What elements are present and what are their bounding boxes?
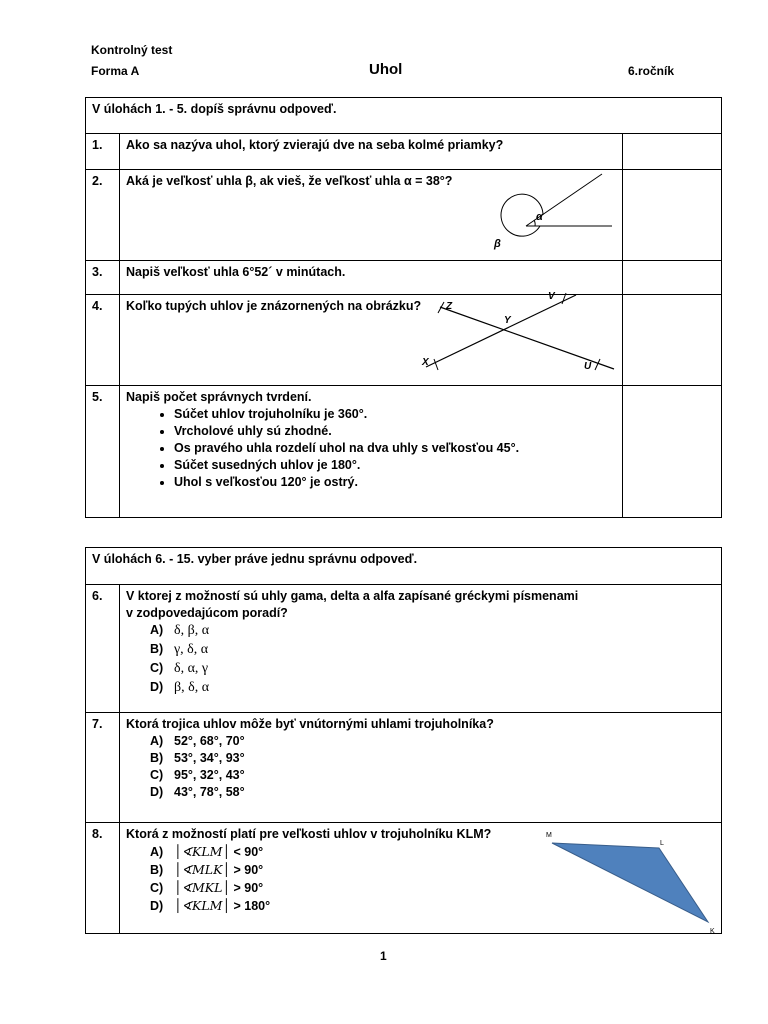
option-text: γ, δ, α <box>174 642 209 657</box>
option-c[interactable] <box>150 661 715 677</box>
option-label: C) <box>150 881 164 895</box>
option-label: B) <box>150 863 164 877</box>
option-label: A) <box>150 623 164 637</box>
question-row-2 <box>86 170 722 261</box>
option-text: δ, α, γ <box>174 661 209 676</box>
question-row-1 <box>86 134 722 170</box>
answer-cell[interactable] <box>623 295 722 386</box>
page-title: Uhol <box>369 61 403 78</box>
option-label: C) <box>150 661 164 675</box>
question-number: 1. <box>86 134 120 170</box>
question-row-5 <box>86 386 722 518</box>
test-type: Kontrolný test <box>91 43 173 57</box>
label-y: Y <box>504 315 511 326</box>
option-text: 43°, 78°, 58° <box>174 785 245 799</box>
statement-item: • Uhol s veľkosťou 120° je ostrý. <box>174 475 616 489</box>
option-a[interactable]: A) │∢KLM│ < 90° <box>150 844 264 859</box>
question-row-6 <box>86 585 722 713</box>
option-label: B) <box>150 642 164 656</box>
question-row-3 <box>86 261 722 295</box>
question-number: 3. <box>86 261 120 295</box>
answer-cell[interactable] <box>623 386 722 518</box>
option-angle: ∢KLM <box>181 844 223 859</box>
question-cell <box>120 823 722 934</box>
question-cell <box>120 291 623 386</box>
label-v: V <box>548 291 555 302</box>
intersecting-lines-figure <box>416 289 616 375</box>
statement-item: • Vrcholové uhly sú zhodné. <box>174 424 616 438</box>
question-text: Napiš počet správnych tvrdení. <box>126 390 312 404</box>
page-number: 1 <box>380 949 387 963</box>
question-cell <box>120 386 623 518</box>
option-label: D) <box>150 899 164 913</box>
beta-label: β <box>494 238 501 250</box>
option-label: B) <box>150 751 164 765</box>
grade-label: 6.ročník <box>628 64 675 78</box>
question-number: 6. <box>86 585 120 713</box>
statement-item: • Súčet uhlov trojuholníku je 360°. <box>174 407 616 421</box>
option-label: C) <box>150 768 164 782</box>
question-text: Napiš veľkosť uhla 6°52´ v minútach. <box>120 261 623 295</box>
form-label: Forma A <box>91 64 140 78</box>
question-cell <box>120 713 722 823</box>
question-text: Ktorá trojica uhlov môže byť vnútornými uhlami trojuholníka? <box>126 717 494 731</box>
option-b[interactable] <box>150 751 715 765</box>
question-text: Koľko tupých uhlov je znázornených na obrázku? <box>126 299 422 313</box>
option-d[interactable]: D) │∢KLM│ > 180° <box>150 898 271 913</box>
answer-cell[interactable] <box>623 134 722 170</box>
option-a[interactable] <box>150 623 715 639</box>
question-number: 5. <box>86 386 120 518</box>
question-text: V ktorej z možností sú uhly gama, delta a alfa zapísané gréckymi písmenami <box>126 589 579 603</box>
question-row-7 <box>86 713 722 823</box>
option-label: D) <box>150 680 164 694</box>
option-text: 53°, 34°, 93° <box>174 751 245 765</box>
option-c[interactable] <box>150 768 715 782</box>
option-list <box>150 734 715 799</box>
option-text: < 90° <box>233 845 264 859</box>
option-a[interactable] <box>150 734 715 748</box>
option-d[interactable] <box>150 680 715 696</box>
vertex-l-label: L <box>660 840 664 847</box>
option-angle: ∢MLK <box>181 862 223 877</box>
option-label: D) <box>150 785 164 799</box>
option-angle: ∢KLM <box>181 898 223 913</box>
option-text: > 90° <box>233 881 264 895</box>
question-text: Aká je veľkosť uhla β, ak vieš, že veľkosť uhla α = 38°? <box>126 174 453 188</box>
option-text: > 180° <box>233 899 271 913</box>
option-b[interactable]: B) │∢MLK│ > 90° <box>150 862 264 877</box>
question-number: 2. <box>86 170 120 261</box>
section2-table <box>85 547 722 934</box>
section1-instruction: V úlohách 1. - 5. dopíš správnu odpoveď. <box>86 98 722 134</box>
option-b[interactable] <box>150 642 715 658</box>
question-cell <box>120 170 623 261</box>
question-row-8 <box>86 823 722 934</box>
label-u: U <box>584 361 592 372</box>
option-c[interactable]: C) │∢MKL│ > 90° <box>150 880 264 895</box>
statement-item: • Os pravého uhla rozdelí uhol na dva uhly s veľkosťou 45°. <box>174 441 616 455</box>
section2-instruction: V úlohách 6. - 15. vyber práve jednu správnu odpoveď. <box>86 548 722 585</box>
question-number: 7. <box>86 713 120 823</box>
vertex-k-label: K <box>710 928 715 935</box>
option-text: β, δ, α <box>174 680 210 695</box>
option-label: A) <box>150 845 164 859</box>
answer-cell[interactable] <box>623 261 722 295</box>
triangle-figure <box>542 825 722 935</box>
statement-item: • Súčet susedných uhlov je 180°. <box>174 458 616 472</box>
option-text: 52°, 68°, 70° <box>174 734 245 748</box>
option-text: δ, β, α <box>174 623 210 638</box>
option-text: 95°, 32°, 43° <box>174 768 245 782</box>
option-label: A) <box>150 734 164 748</box>
option-list <box>150 623 715 696</box>
label-z: Z <box>446 301 453 312</box>
option-text: > 90° <box>233 863 264 877</box>
question-number: 8. <box>86 823 120 934</box>
statement-list <box>126 407 616 489</box>
label-x: X <box>422 357 429 368</box>
alpha-label: α <box>536 211 543 223</box>
question-text: Ako sa nazýva uhol, ktorý zvierajú dve na seba kolmé priamky? <box>120 134 623 170</box>
section1-table <box>85 97 722 518</box>
question-text-cont: v zodpovedajúcom poradí? <box>126 606 288 620</box>
vertex-m-label: M <box>546 832 552 839</box>
answer-cell[interactable] <box>623 170 722 261</box>
option-angle: ∢MKL <box>181 880 223 895</box>
angle-figure <box>492 172 612 254</box>
question-text: Ktorá z možností platí pre veľkosti uhlov v trojuholníku KLM? <box>126 827 492 841</box>
question-cell <box>120 585 722 713</box>
question-row-4 <box>86 295 722 386</box>
option-d[interactable] <box>150 785 715 799</box>
question-number: 4. <box>86 295 120 386</box>
